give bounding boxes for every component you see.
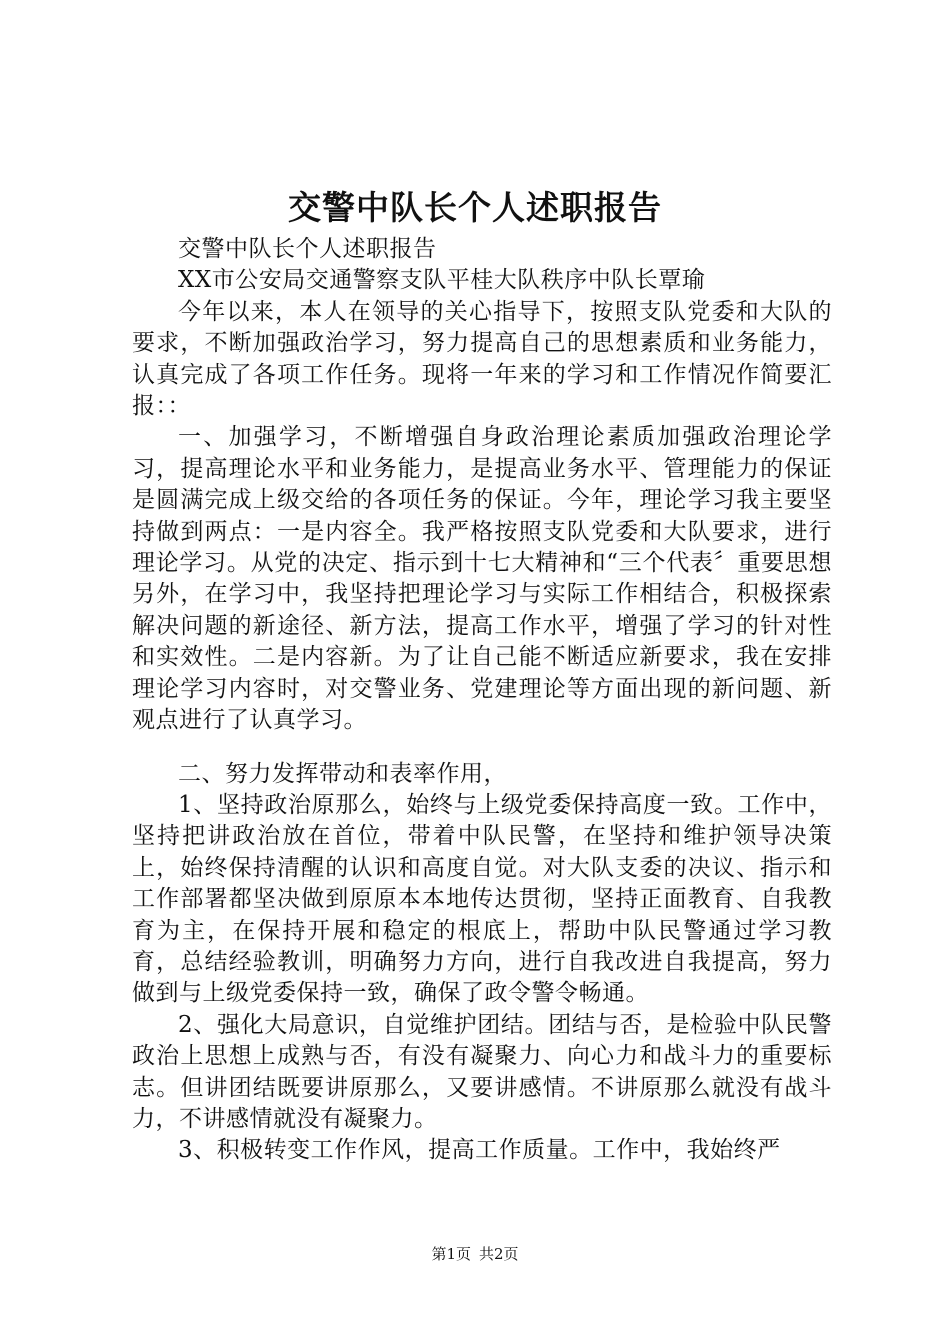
paragraph-item-one: 1、坚持政治原那么，始终与上级党委保持高度一致。工作中，坚持把讲政治放在首位，带着中队民警，在坚持和维护领导决策上，始终保持清醒的认识和高度自觉。对大队支委的决议、指示和工作部署都坚决做到原原本本地传达贯彻，坚持正面教育、自我教育为主，在保持开展和稳定的根底上，帮助中队民警通过学习教育，总结经验教训，明确努力方向，进行自我改进自我提高，努力做到与上级党委保持一致，确保了政令警令畅通。	[132, 791, 832, 1007]
document-body	[132, 234, 832, 1167]
page-number: 第1页	[431, 1245, 471, 1263]
paragraph-section-one: 一、加强学习，不断增强自身政治理论素质加强政治理论学习，提高理论水平和业务能力，是提高业务水平、管理能力的保证是圆满完成上级交给的各项任务的保证。今年，理论学习我主要坚持做到两点：一是内容全。我严格按照支队党委和大队要求，进行理论学习。从党的决定、指示到十七大精神和“三个代表〞重要思想另外，在学习中，我坚持把理论学习与实际工作相结合，积极探索解决问题的新途径、新方法，提高工作水平，增强了学习的针对性和实效性。二是内容新。为了让自己能不断适应新要求，我在安排理论学习内容时，对交警业务、党建理论等方面出现的新问题、新观点进行了认真学习。	[132, 424, 832, 734]
author-line: XX市公安局交通警察支队平桂大队秩序中队长覃瑜	[178, 267, 706, 294]
paragraph-item-two: 2、强化大局意识，自觉维护团结。团结与否，是检验中队民警政治上思想上成熟与否，有没有凝聚力、向心力和战斗力的重要标志。但讲团结既要讲原那么，又要讲感情。不讲原那么就没有战斗力，不讲感情就没有凝聚力。	[132, 1011, 832, 1132]
section-heading-two: 二、努力发挥带动和表率作用，	[178, 760, 507, 787]
document-title: 交警中队长个人述职报告	[288, 188, 662, 227]
paragraph-item-three: 3、积极转变工作作风，提高工作质量。工作中，我始终严	[178, 1137, 781, 1164]
paragraph-intro: 今年以来，本人在领导的关心指导下，按照支队党委和大队的要求，不断加强政治学习，努力提高自己的思想素质和业务能力，认真完成了各项工作任务。现将一年来的学习和工作情况作简要汇报：：	[132, 298, 832, 420]
subtitle-line: 交警中队长个人述职报告	[178, 236, 437, 262]
page-footer	[0, 1243, 950, 1265]
page-total: 共2页	[479, 1245, 519, 1263]
